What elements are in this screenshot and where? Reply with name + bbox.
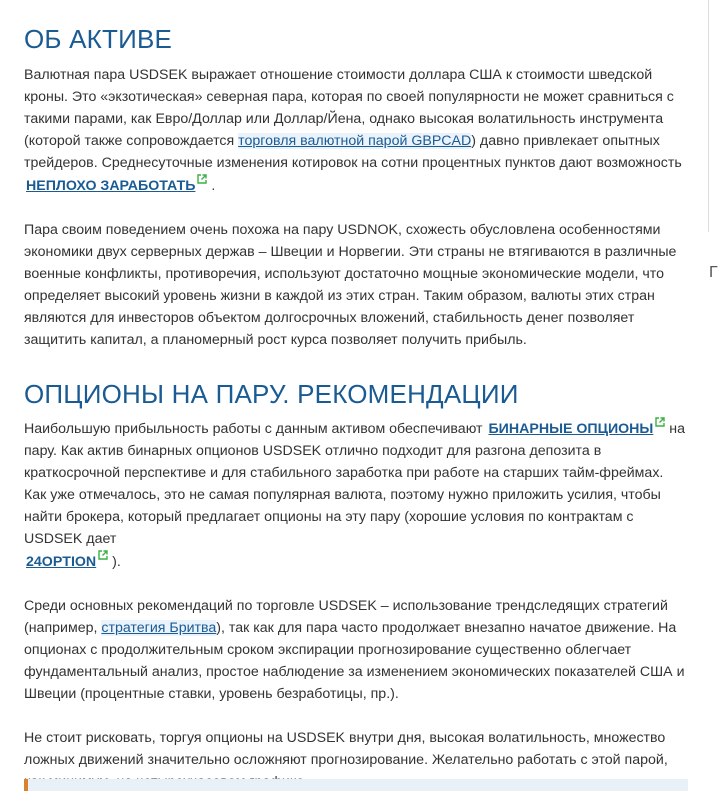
external-link-icon[interactable] [655, 417, 665, 427]
paragraph-options-1 [24, 417, 686, 573]
text-fragment: ). [108, 554, 121, 570]
section-heading-options: ОПЦИОНЫ НА ПАРУ. РЕКОМЕНДАЦИИ [24, 379, 519, 409]
sidebar-edge-text: Г [709, 264, 718, 281]
text-fragment: на пару. Как актив бинарных опционов USDSEK отлично подходит для разгона депозита в краткосрочной перспективе и для стабильного заработка при работе на старших тайм-фреймах. Как уже отмечалось, это не самая популярная валюта, поэтому нужно приложить усилия, чтобы найти брокера, который предлагает опционы на эту пару (хорошие условия по контрактам с USDSEK дает [24, 421, 685, 547]
text-fragment: ) давно привлекает опытных трейдеров. Среднесуточные изменения котировок на сотни процентных пунктов дают возможность [24, 133, 682, 171]
text-fragment: Валютная пара USDSEK выражает отношение стоимости доллара США к стоимости шведской кроны. Это «экзотическая» северная пара, которая по своей популярности не может сравниться с такими парами, как Евро/Доллар или Доллар/Йена, однако высокая волатильность инструмента (которой также сопровождается [24, 67, 674, 149]
link-strategy-britva[interactable]: стратегия Бритва [101, 620, 217, 636]
paragraph-about-2: Пара своим поведением очень похожа на пару USDNOK, схожесть обусловлена особенностями экономики двух серверных держав – Швеции и Норвегии. Эти страны не втягиваются в различные военные конфликты, противоречия, используют достаточно мощные экономические модели, что определяет высокий уровень жизни в каждой из этих стран. Таким образом, валюты этих стран являются для инвесторов объектом долгосрочных вложений, стабильность денег позволяет защитить капитал, а планомерный рост курса позволяет получить прибыль. [24, 222, 677, 348]
callout-box [24, 779, 688, 791]
article-body [24, 22, 686, 793]
text-fragment: ), так как для пара часто продолжает внезапно начатое движение. На опционах с продолжительным сроком экспирации прогнозирование существенно облегчает фундаментальный анализ, простое наблюдение за изменением экономических показателей США и Швеции (процентные ставки, уровень безработицы, пр.). [24, 620, 685, 702]
text-fragment: Наибольшую прибыльность работы с данным активом обеспечивают [24, 421, 487, 437]
right-divider [708, 0, 709, 232]
text-fragment: . [207, 178, 216, 194]
paragraph-options-2 [24, 595, 686, 705]
link-binary-options[interactable]: БИНАРНЫЕ ОПЦИОНЫ [488, 421, 654, 437]
paragraph-about-1 [24, 64, 686, 197]
link-earn[interactable]: НЕПЛОХО ЗАРАБОТАТЬ [26, 178, 196, 194]
text-fragment: Среди основных рекомендаций по торговле USDSEK – использование трендследящих стратегий (например, [24, 598, 668, 636]
paragraph-options-3: Не стоит рисковать, торгуя опционы на USDSEK внутри дня, высокая волатильность, множество ложных движений значительно осложняют прогнозирование. Желательно работать с этой парой, [24, 730, 668, 768]
link-24option[interactable]: 24OPTION [26, 554, 97, 570]
section-heading-about: ОБ АКТИВЕ [24, 24, 173, 54]
external-link-icon[interactable] [98, 550, 108, 560]
link-gbpcad[interactable]: торговля валютной парой GBPCAD [238, 133, 472, 149]
external-link-icon[interactable] [197, 174, 207, 184]
